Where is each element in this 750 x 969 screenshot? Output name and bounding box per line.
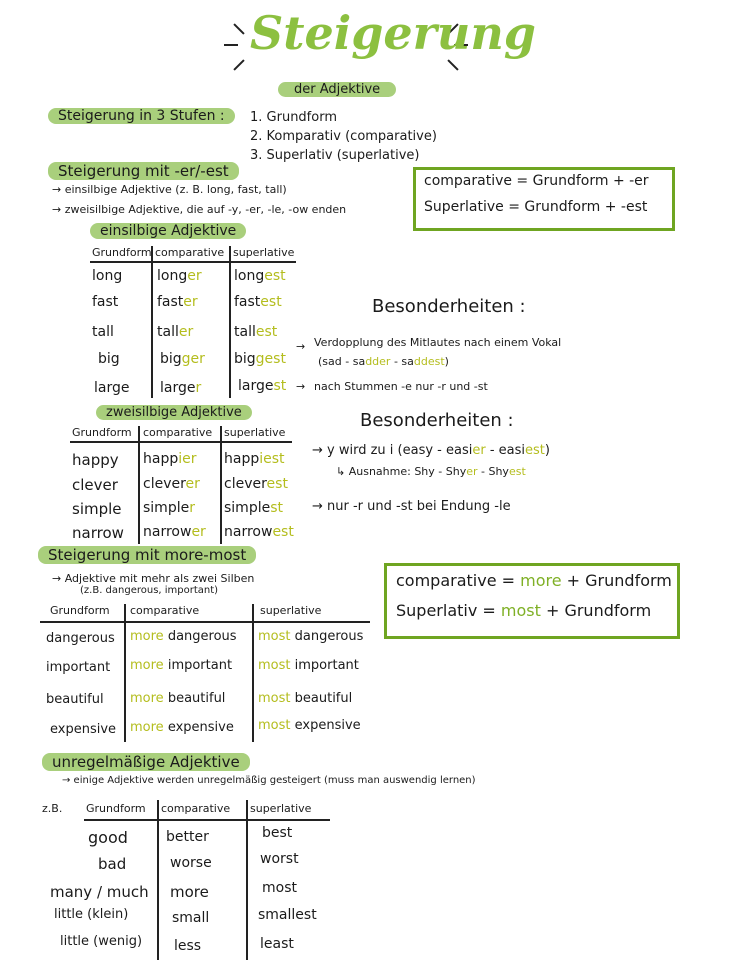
table-cell: expensive <box>50 722 117 737</box>
table-cell: big <box>98 351 120 367</box>
table-cell: little (klein) <box>54 907 129 922</box>
special-note: → nur -r und -st bei Endung -le <box>312 499 511 514</box>
table-cell: little (wenig) <box>60 934 143 949</box>
special-note: nach Stummen -e nur -r und -st <box>314 380 488 393</box>
table-cell: larger <box>160 380 202 396</box>
table-cell: taller <box>157 324 194 340</box>
table-cell: many / much <box>50 883 149 901</box>
table-cell: worst <box>260 851 299 867</box>
table-cell: bad <box>98 855 127 873</box>
table-cell: simplest <box>224 500 284 516</box>
rule-box-line-2: Superlative = Grundform + -est <box>424 199 648 215</box>
table-cell: happy <box>72 451 119 469</box>
table-cell: most expensive <box>258 718 361 733</box>
special-heading: Besonderheiten : <box>360 410 514 431</box>
table-cell: largest <box>238 378 287 394</box>
table-cell: narrow <box>72 524 124 542</box>
table-cell: biggest <box>234 351 286 367</box>
arrow-icon: → <box>296 340 306 353</box>
table-cell: happier <box>143 451 197 467</box>
table-cell: worse <box>170 855 212 871</box>
table-cell: more <box>170 883 209 901</box>
table-cell: less <box>174 938 202 954</box>
col-header: Grundform <box>72 426 132 439</box>
table-cell: most important <box>258 658 359 673</box>
table-cell: faster <box>157 294 198 310</box>
table-cell: least <box>260 936 294 952</box>
step-3: 3. Superlativ (superlative) <box>250 148 420 163</box>
col-header: Grundform <box>50 604 110 617</box>
col-header: superlative <box>250 802 312 815</box>
heading-two-syllable: zweisilbige Adjektive <box>96 405 252 420</box>
table-cell: longest <box>234 268 286 284</box>
section-heading-irregular: unregelmäßige Adjektive <box>42 753 250 771</box>
special-heading: Besonderheiten : <box>372 296 526 317</box>
title-decoration-icon <box>447 59 458 70</box>
special-note: Verdopplung des Mitlautes nach einem Vokal <box>314 336 562 349</box>
table-cell: good <box>88 828 128 847</box>
table-cell: important <box>46 660 111 675</box>
table-cell: most beautiful <box>258 691 353 706</box>
table-cell: smallest <box>258 907 317 923</box>
table-cell: fastest <box>234 294 282 310</box>
table-cell: narrower <box>143 524 206 540</box>
table-cell: most <box>262 880 297 896</box>
title-decoration-icon <box>233 59 244 70</box>
col-header: comparative <box>155 246 225 259</box>
table-cell: dangerous <box>46 631 115 646</box>
table-cell: longer <box>157 268 202 284</box>
rule-irregular: → einige Adjektive werden unregelmäßig gesteigert (muss man auswendig lernen) <box>62 775 476 786</box>
special-note: (sad - sadder - saddest) <box>318 355 449 368</box>
special-note: → y wird zu i (easy - easier - easiest) <box>312 443 550 458</box>
rule-box-line-2: Superlativ = most + Grundform <box>396 601 652 620</box>
col-header: superlative <box>224 426 286 439</box>
table-cell: simpler <box>143 500 195 516</box>
table-cell: clever <box>72 476 118 494</box>
rule-example: (z.B. dangerous, important) <box>80 585 219 596</box>
col-header: superlative <box>233 246 295 259</box>
arrow-icon: → <box>296 380 306 393</box>
page-title: Steigerung <box>250 6 536 60</box>
section-heading-er-est: Steigerung mit -er/-est <box>48 162 239 180</box>
intro-label: Steigerung in 3 Stufen : <box>48 108 235 124</box>
table-cell: large <box>94 380 130 396</box>
col-header: Grundform <box>92 246 152 259</box>
table-cell: better <box>166 829 209 845</box>
section-heading-more-most: Steigerung mit more-most <box>38 546 256 564</box>
special-note: ↳ Ausnahme: Shy - Shyer - Shyest <box>336 465 526 478</box>
table-cell: tall <box>92 324 114 340</box>
table-cell: bigger <box>160 351 205 367</box>
example-label: z.B. <box>42 802 63 815</box>
rule-box-line-1: comparative = more + Grundform <box>396 571 672 590</box>
col-header: superlative <box>260 604 322 617</box>
step-2: 2. Komparativ (comparative) <box>250 129 437 144</box>
rule-two-syllable: → zweisilbige Adjektive, die auf -y, -er, -le, -ow enden <box>52 203 347 216</box>
table-cell: best <box>262 825 293 841</box>
table-cell: simple <box>72 500 122 518</box>
table-cell: fast <box>92 294 119 310</box>
table-cell: more important <box>130 658 233 673</box>
table-cell: more dangerous <box>130 629 237 644</box>
table-cell: long <box>92 268 123 284</box>
heading-one-syllable: einsilbige Adjektive <box>90 223 246 239</box>
title-decoration-icon <box>224 44 238 46</box>
table-cell: beautiful <box>46 692 104 707</box>
table-cell: tallest <box>234 324 278 340</box>
table-cell: happiest <box>224 451 285 467</box>
rule-one-syllable: → einsilbige Adjektive (z. B. long, fast, tall) <box>52 183 287 196</box>
col-header: comparative <box>143 426 213 439</box>
title-decoration-icon <box>233 23 244 34</box>
step-1: 1. Grundform <box>250 110 337 125</box>
col-header: Grundform <box>86 802 146 815</box>
table-cell: cleverest <box>224 476 288 492</box>
col-header: comparative <box>161 802 231 815</box>
table-cell: more expensive <box>130 720 234 735</box>
table-cell: more beautiful <box>130 691 226 706</box>
table-cell: small <box>172 910 210 926</box>
table-cell: cleverer <box>143 476 200 492</box>
rule-more-most: → Adjektive mit mehr als zwei Silben <box>52 572 255 585</box>
table-cell: narrowest <box>224 524 294 540</box>
subtitle: der Adjektive <box>278 82 396 97</box>
rule-box-line-1: comparative = Grundform + -er <box>424 173 649 189</box>
col-header: comparative <box>130 604 200 617</box>
table-cell: most dangerous <box>258 629 364 644</box>
